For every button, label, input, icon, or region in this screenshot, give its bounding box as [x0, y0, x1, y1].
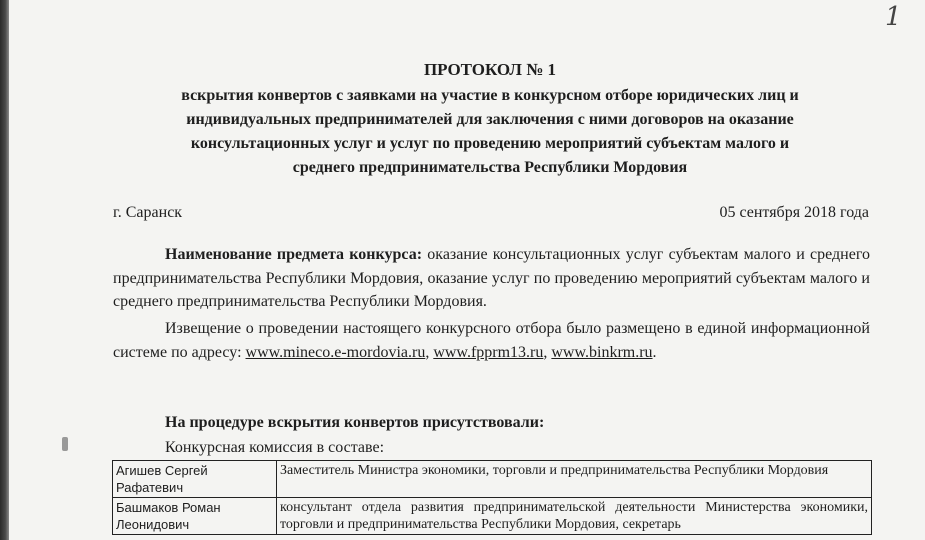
subject-paragraph — [113, 243, 870, 314]
link-binkrm[interactable]: www.binkrm.ru — [551, 343, 653, 361]
page-number: 1 — [885, 2, 902, 32]
table-row — [113, 498, 872, 535]
subtitle-line-3: консультационных услуг и услуг по проведению мероприятий субъектам малого и — [190, 135, 790, 152]
place: г. Саранск — [113, 204, 183, 221]
member-role: консультант отдела развития предпринимательской деятельности Министерства экономики, торговли и предпринимательства Республики Мордовия, секретарь — [277, 498, 872, 535]
member-name: Башмаков Роман Леонидович — [113, 498, 277, 535]
date: 05 сентября 2018 года — [719, 204, 869, 221]
link-mineco[interactable]: www.mineco.e-mordovia.ru — [245, 343, 426, 361]
title-block — [100, 58, 880, 180]
subtitle-line-2: индивидуальных предпринимателей для заключения с ними договоров на оказание — [186, 111, 794, 128]
subtitle-line-1: вскрытия конвертов с заявками на участие в конкурсном отборе юридических лиц и — [181, 87, 799, 104]
members-table — [112, 460, 872, 535]
member-name: Агишев Сергей Рафатевич — [113, 461, 277, 498]
member-role: Заместитель Министра экономики, торговли и предпринимательства Республики Мордовия — [277, 461, 872, 498]
table-row — [113, 461, 872, 498]
subject-text: оказание консультационных услуг субъектам малого и среднего предпринимательства Республики Мордовия, оказание услуг по проведению мероприятий субъектам малого и среднего предпринимательства Республики Мордовия. — [113, 246, 871, 310]
notice-paragraph: Извещение о проведении настоящего конкурсного отбора было размещено в единой информационной системе по адресу: www.mineco.e-mordovia.ru, www.fpprm13.ru, www.binkrm.ru. — [113, 320, 870, 361]
link-fpprm13[interactable]: www.fpprm13.ru — [433, 343, 544, 361]
scan-artifact — [62, 437, 68, 451]
subtitle-line-4: среднего предпринимательства Республики Мордовия — [292, 159, 688, 176]
document-title: ПРОТОКОЛ № 1 — [423, 60, 557, 79]
commission-label: Конкурсная комиссия в составе: — [165, 439, 385, 456]
subject-label: Наименование предмета конкурса: — [165, 246, 423, 263]
place-date-row — [113, 204, 869, 222]
notice-text: Извещение о проведении настоящего конкурсного отбора было размещено в единой информационной системе по адресу: — [113, 320, 870, 361]
scan-left-edge — [0, 0, 9, 540]
present-heading: На процедуре вскрытия конвертов присутствовали: — [165, 414, 545, 431]
